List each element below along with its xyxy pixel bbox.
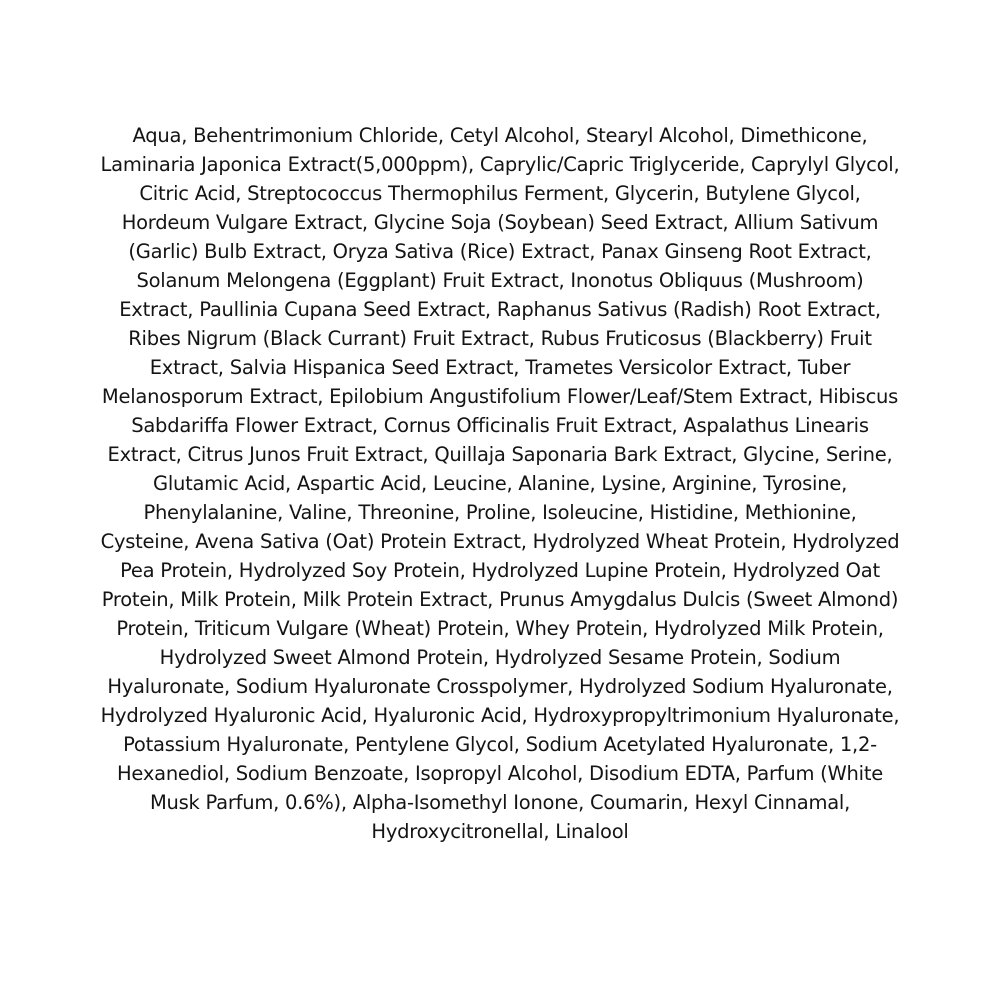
ingredient-list-text: Aqua, Behentrimonium Chloride, Cetyl Alcohol, Stearyl Alcohol, Dimethicone, Laminaria Japonica Extract(5,000ppm), Caprylic/Capric Triglyceride, Caprylyl Glycol, Citric Acid, Streptococcus Thermophilus Ferment, Glycerin, Butylene Glycol, Hordeum Vulgare Extract, Glycine Soja (Soybean) Seed Extract, Allium Sativum (Garlic) Bulb Extract, Oryza Sativa (Rice) Extract, Panax Ginseng Root Extract, Solanum Melongena (Eggplant) Fruit Extract, Inonotus Obliquus (Mushroom) Extract, Paullinia Cupana Seed Extract, Raphanus Sativus (Radish) Root Extract, Ribes Nigrum (Black Currant) Fruit Extract, Rubus Fruticosus (Blackberry) Fruit Extract, Salvia Hispanica Seed Extract, Trametes Versicolor Extract, Tuber Melanosporum Extract, Epilobium Angustifolium Flower/Leaf/Stem Extract, Hibiscus Sabdariffa Flower Extract, Cornus Officinalis Fruit Extract, Aspalathus Linearis Extract, Citrus Junos Fruit Extract, Quillaja Saponaria Bark Extract, Glycine, Serine, Glutamic Acid, Aspartic Acid, Leucine, Alanine, Lysine, Arginine, Tyrosine, Phenylalanine, Valine, Threonine, Proline, Isoleucine, Histidine, Methionine, Cysteine, Avena Sativa (Oat) Protein Extract, Hydrolyzed Wheat Protein, Hydrolyzed Pea Protein, Hydrolyzed Soy Protein, Hydrolyzed Lupine Protein, Hydrolyzed Oat Protein, Milk Protein, Milk Protein Extract, Prunus Amygdalus Dulcis (Sweet Almond) Protein, Triticum Vulgare (Wheat) Protein, Whey Protein, Hydrolyzed Milk Protein, Hydrolyzed Sweet Almond Protein, Hydrolyzed Sesame Protein, Sodium Hyaluronate, Sodium Hyaluronate Crosspolymer, Hydrolyzed Sodium Hyaluronate, Hydrolyzed Hyaluronic Acid, Hyaluronic Acid, Hydroxypropyltrimonium Hyaluronate, Potassium Hyaluronate, Pentylene Glycol, Sodium Acetylated Hyaluronate, 1,2-Hexanediol, Sodium Benzoate, Isopropyl Alcohol, Disodium EDTA, Parfum (White Musk Parfum, 0.6%), Alpha-Isomethyl Ionone, Coumarin, Hexyl Cinnamal, Hydroxycitronellal, Linalool <box>100 124 900 843</box>
